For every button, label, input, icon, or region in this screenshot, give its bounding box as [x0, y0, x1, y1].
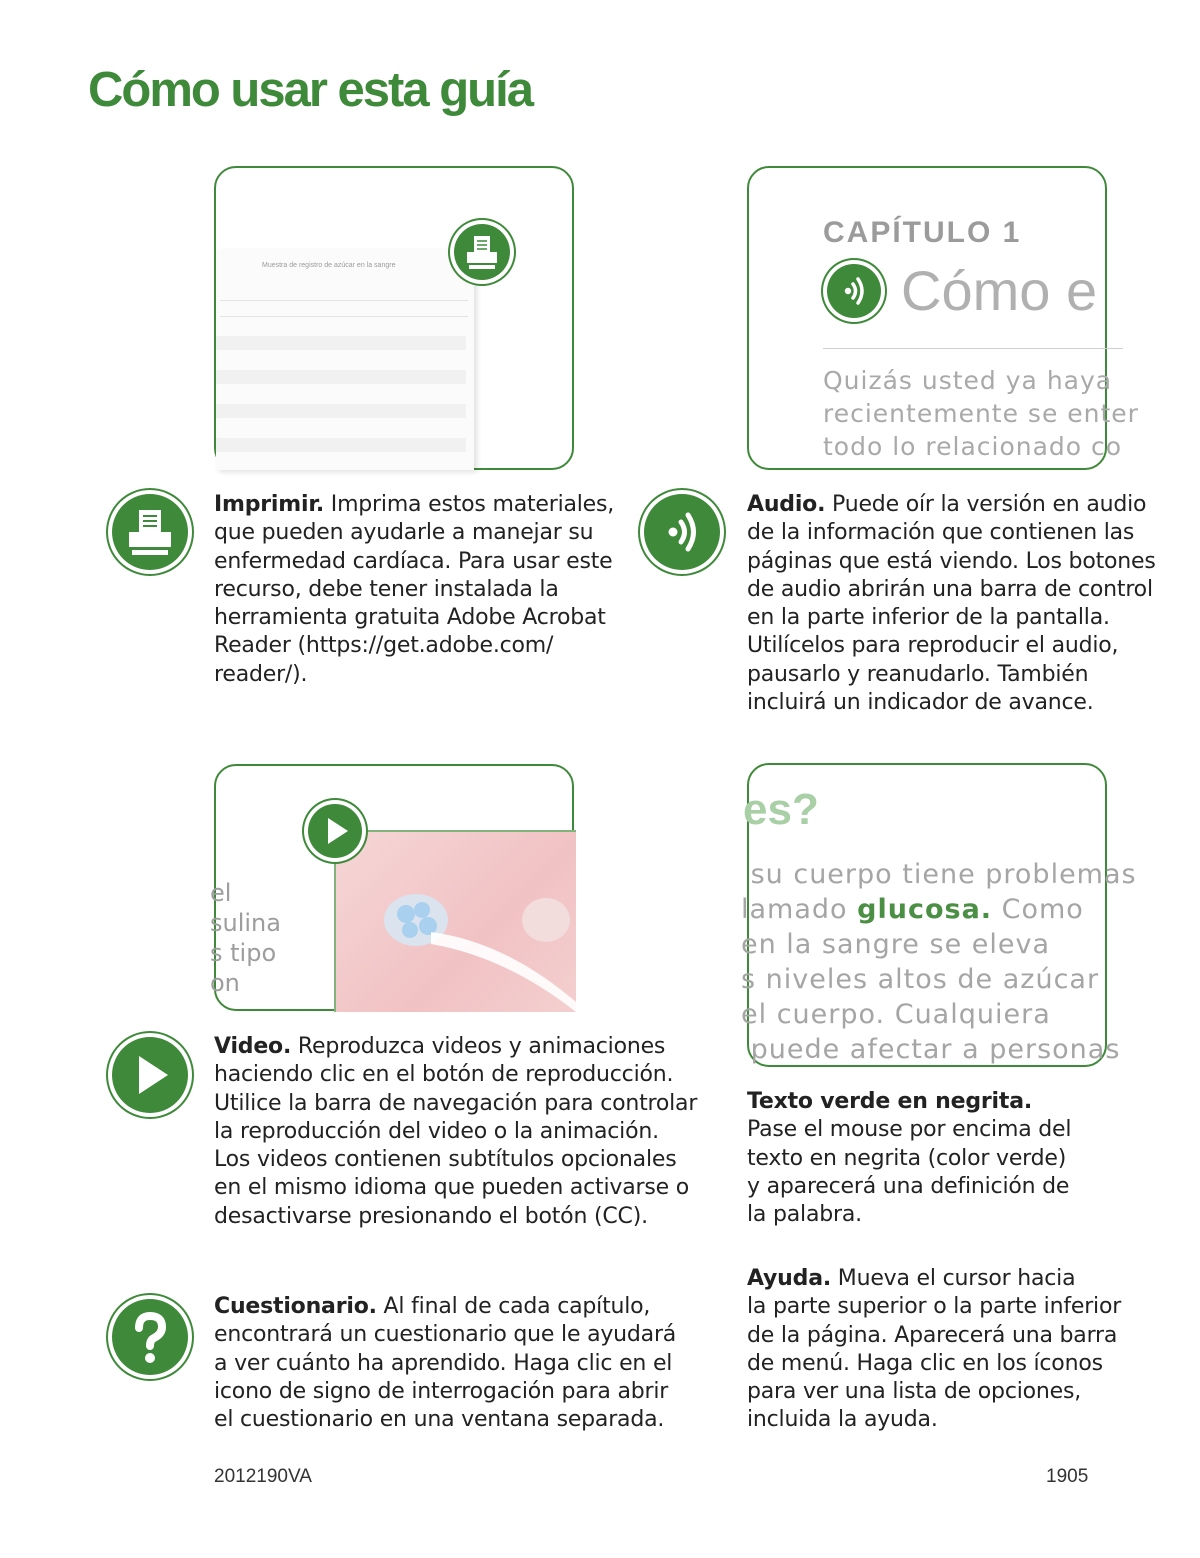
printer-icon[interactable]	[112, 494, 188, 570]
sheet-title: Muestra de registro de azúcar en la sangre	[262, 262, 396, 269]
video-side-text: el sulina s tipo on	[210, 879, 281, 997]
preview-rest-lines: en la sangre se eleva s niveles altos de azúcar el cuerpo. Cualquiera puede afectar a personas	[741, 929, 1121, 1065]
sheet-row	[216, 370, 466, 384]
preview-body	[741, 857, 1137, 1067]
document-code: 2012190VA	[214, 1466, 312, 1487]
help-label: Ayuda.	[747, 1266, 831, 1291]
video-text: Reproduzca videos y animaciones haciendo clic en el botón de reproducción. Utilice la barra de navegación para controlar la reproducción del video o la animación. Los videos contienen subtítulos opcionales en el mismo idioma que pueden activarse o desactivarse presionando el botón (CC).	[214, 1034, 698, 1229]
sheet-row	[216, 404, 466, 418]
video-preview-card	[210, 764, 574, 1011]
sheet-header-row	[220, 294, 468, 301]
play-icon[interactable]	[308, 804, 362, 858]
audio-label: Audio.	[747, 492, 826, 517]
video-animation-art	[336, 832, 576, 1012]
video-label: Video.	[214, 1034, 292, 1059]
audio-text: Puede oír la versión en audio de la información que contienen las páginas que está viendo. Los botones de audio abrirán una barra de control en la parte inferior de la pantalla. Utilícelos para reproducir el audio, pausarlo y reanudarlo. También incluirá un indicador de avance.	[747, 492, 1156, 716]
bold-text-label: Texto verde en negrita.	[747, 1089, 1033, 1114]
help-text: Mueva el cursor hacia la parte superior o la parte inferior de la página. Aparecerá una barra de menú. Haga clic en los íconos para ver una lista de opciones, incluida la ayuda.	[747, 1266, 1122, 1433]
quiz-description	[214, 1293, 676, 1434]
preview-line: su cuerpo tiene problemas	[741, 859, 1137, 890]
bold-text-text: Pase el mouse por encima del texto en negrita (color verde) y aparecerá una definición de la palabra.	[747, 1117, 1072, 1228]
print-text: Imprima estos materiales, que pueden ayudarle a manejar su enfermedad cardíaca. Para usar este recurso, debe tener instalada la herramienta gratuita Adobe Acrobat Reader (https://get.adobe.com/ reader/).	[214, 492, 615, 687]
help-description	[747, 1265, 1121, 1435]
chapter-divider	[823, 348, 1123, 349]
blood-sugar-log-sheet	[216, 250, 474, 470]
audio-icon[interactable]	[827, 264, 881, 318]
sheet-row	[216, 438, 466, 452]
video-frame	[334, 830, 576, 1012]
audio-icon[interactable]	[644, 494, 720, 570]
quiz-label: Cuestionario.	[214, 1294, 377, 1319]
sheet-row	[216, 336, 466, 350]
chapter-heading: Cómo e	[901, 259, 1098, 322]
print-description	[214, 491, 614, 689]
video-description	[214, 1033, 697, 1231]
audio-description	[747, 491, 1156, 717]
page-title: Cómo usar esta guía	[88, 63, 532, 117]
preview-heading: es?	[743, 785, 819, 834]
bold-text-description	[747, 1088, 1071, 1229]
page-number: 1905	[1046, 1466, 1089, 1487]
preview-line-after: Como	[992, 894, 1084, 925]
chapter-body-text: Quizás usted ya haya recientemente se enter todo lo relacionado co	[823, 366, 1139, 461]
glossary-term[interactable]: glucosa.	[857, 894, 993, 925]
printer-icon[interactable]	[454, 224, 510, 280]
chapter-label: CAPÍTULO 1	[823, 216, 1022, 249]
quiz-text: Al final de cada capítulo, encontrará un cuestionario que le ayudará a ver cuánto ha aprendido. Haga clic en el icono de signo de interrogación para abrir el cuestionario en una ventana separada.	[214, 1294, 677, 1433]
preview-line-before: lamado	[741, 894, 858, 925]
question-icon[interactable]	[112, 1299, 188, 1375]
print-label: Imprimir.	[214, 492, 324, 517]
audio-preview-card	[747, 166, 1139, 470]
play-icon[interactable]	[112, 1037, 188, 1113]
bold-text-preview-card	[741, 763, 1137, 1067]
print-preview-card	[214, 166, 574, 470]
sheet-subheader-row	[220, 310, 468, 317]
